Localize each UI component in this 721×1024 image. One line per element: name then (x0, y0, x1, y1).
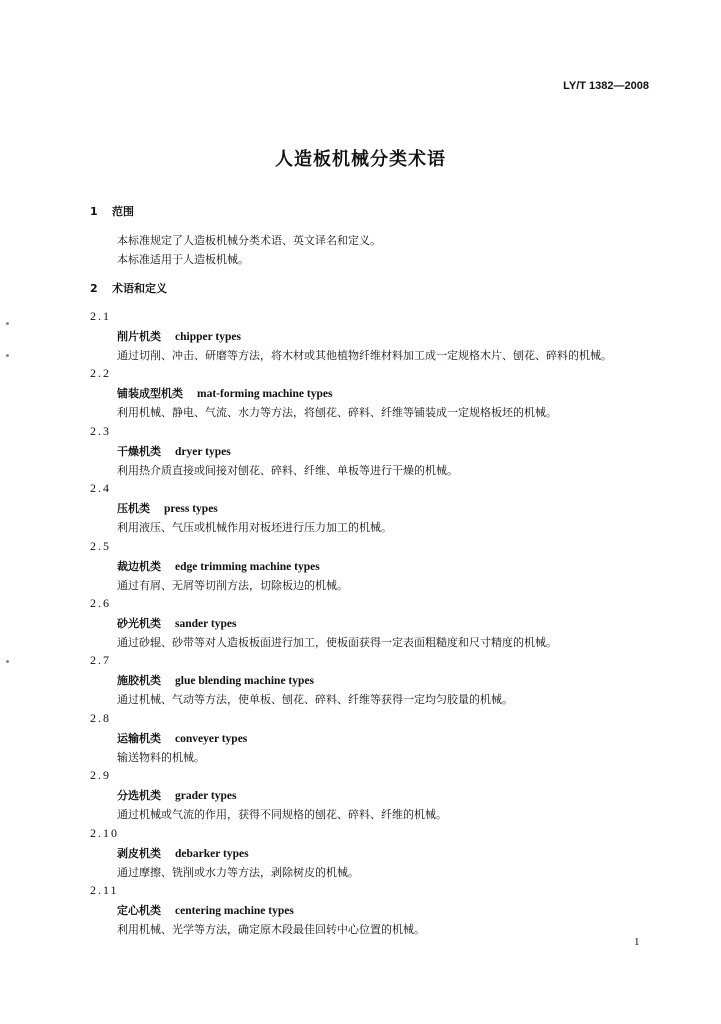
term-english: edge trimming machine types (175, 560, 320, 573)
term-english: grader types (175, 790, 237, 803)
term-chinese: 砂光机类 (117, 616, 161, 630)
scope-paragraph-2: 本标准适用于人造板机械。 (117, 253, 249, 266)
term-entry (0, 424, 721, 481)
term-definition: 利用机械、光学等方法，确定原木段最佳回转中心位置的机械。 (117, 922, 425, 936)
term-english: conveyer types (175, 732, 248, 745)
term-heading (117, 902, 294, 918)
term-heading (117, 845, 249, 861)
section-heading: 范围 (112, 205, 134, 218)
term-heading (117, 730, 247, 746)
section-number: 2 (90, 282, 98, 295)
document-title: 人造板机械分类术语 (275, 149, 446, 170)
term-definition: 输送物料的机械。 (117, 750, 205, 764)
standard-code: LY/T 1382—2008 (563, 80, 649, 92)
term-number: 2.7 (90, 653, 111, 668)
term-english: sander types (175, 617, 237, 630)
term-chinese: 压机类 (117, 502, 150, 516)
term-number: 2.5 (90, 538, 111, 553)
term-chinese: 定心机类 (117, 903, 161, 917)
term-entry (0, 768, 721, 825)
term-number: 2.1 (90, 309, 111, 323)
term-english: debarker types (175, 847, 249, 860)
term-english: dryer types (175, 445, 231, 458)
term-entry (0, 309, 721, 366)
term-definition: 通过机械、气动等方法，使单板、刨花、碎料、纤维等获得一定均匀胶量的机械。 (117, 693, 513, 707)
term-definition: 通过切削、冲击、研磨等方法，将木材或其他植物纤维材料加工成一定规格木片、刨花、碎料的机械。 (117, 349, 612, 362)
term-definition: 通过机械或气流的作用，获得不同规格的刨花、碎料、纤维的机械。 (117, 808, 447, 822)
section-number: 1 (90, 205, 98, 218)
term-chinese: 铺装成型机类 (117, 387, 183, 401)
term-chinese: 干燥机类 (117, 444, 161, 458)
scope-paragraph-1: 本标准规定了人造板机械分类术语、英文译名和定义。 (117, 234, 381, 247)
term-entry (0, 883, 721, 940)
term-definition: 利用热介质直接或间接对刨花、碎料、纤维、单板等进行干燥的机械。 (117, 463, 458, 477)
term-definition: 通过砂辊、砂带等对人造板板面进行加工，使板面获得一定表面粗糙度和尺寸精度的机械。 (117, 635, 557, 649)
section-terms-heading (90, 280, 167, 296)
scan-mark (6, 660, 9, 663)
term-number: 2.2 (90, 366, 111, 381)
term-definition: 利用液压、气压或机械作用对板坯进行压力加工的机械。 (117, 521, 392, 535)
term-heading (117, 787, 236, 803)
term-heading (117, 615, 236, 631)
term-heading (117, 328, 241, 344)
term-entry (0, 653, 721, 710)
terms-list (0, 309, 721, 940)
term-heading (117, 558, 320, 574)
term-chinese: 运输机类 (117, 731, 161, 745)
term-entry (0, 539, 721, 596)
term-number: 2.6 (90, 595, 111, 610)
term-number: 2.3 (90, 423, 111, 438)
term-chinese: 剥皮机类 (117, 846, 161, 860)
term-definition: 利用机械、静电、气流、水力等方法，将刨花、碎料、纤维等铺装成一定规格板坯的机械。 (117, 406, 557, 420)
term-chinese: 施胶机类 (117, 674, 161, 688)
scan-mark (6, 322, 9, 325)
term-english: glue blending machine types (175, 675, 314, 688)
term-chinese: 裁边机类 (117, 559, 161, 573)
term-number: 2.8 (90, 710, 111, 725)
term-english: centering machine types (175, 904, 294, 917)
scan-mark (6, 354, 9, 357)
term-entry (0, 481, 721, 538)
section-heading: 术语和定义 (112, 282, 167, 295)
term-entry (0, 366, 721, 423)
term-entry (0, 826, 721, 883)
term-english: mat-forming machine types (197, 388, 333, 401)
term-number: 2.4 (90, 481, 111, 496)
term-heading (117, 385, 332, 401)
term-entry (0, 596, 721, 653)
term-heading (117, 500, 218, 516)
term-heading (117, 672, 314, 688)
term-definition: 通过有屑、无屑等切削方法，切除板边的机械。 (117, 578, 348, 592)
term-english: press types (164, 503, 218, 516)
term-entry (0, 711, 721, 768)
term-chinese: 分选机类 (117, 789, 161, 803)
term-number: 2.9 (90, 768, 111, 783)
term-chinese: 削片机类 (117, 330, 161, 343)
term-number: 2.11 (90, 882, 119, 897)
term-definition: 通过摩擦、铣削或水力等方法，剥除树皮的机械。 (117, 865, 359, 879)
page-number: 1 (634, 936, 640, 948)
term-english: chipper types (175, 331, 241, 343)
term-number: 2.10 (90, 825, 119, 840)
term-heading (117, 443, 231, 459)
section-scope-heading (90, 203, 134, 219)
